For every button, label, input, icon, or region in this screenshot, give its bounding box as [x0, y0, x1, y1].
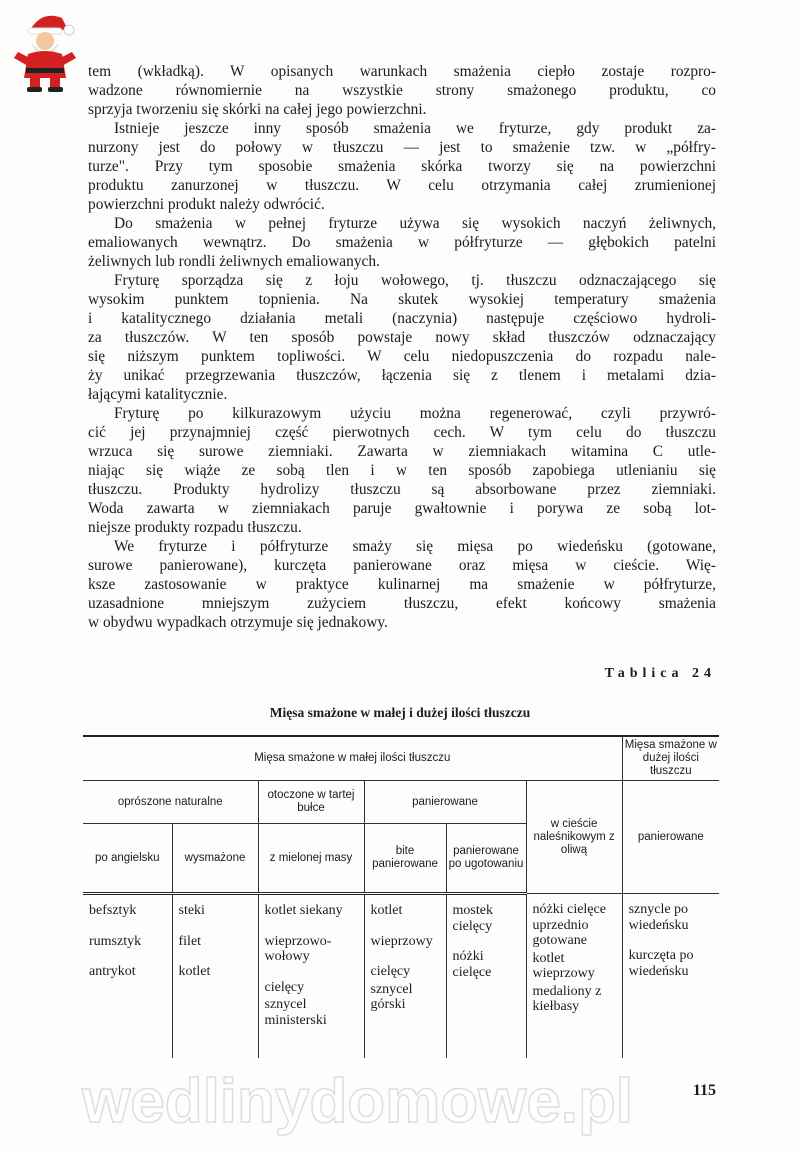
dish-name: rumsztyk — [89, 933, 142, 949]
page-number: 115 — [692, 1082, 716, 1099]
dish-name: sznycel górski — [370, 981, 413, 1012]
dish-name: nóżki cielęce — [452, 949, 492, 980]
dish-name: kurczęta po wiedeńsku — [628, 948, 694, 979]
dish-name: kotlet — [370, 903, 403, 918]
table-cell — [172, 894, 258, 1058]
table-cell — [83, 894, 172, 1058]
paragraph — [88, 537, 716, 632]
text-line: tem (wkładką). W opisanych warunkach smażenia ciepło zostaje rozpro- — [88, 63, 716, 80]
text-line: ksze zastosowanie w praktyce kulinarnej ma smażenie w półfryturze, — [88, 576, 716, 593]
header-panierowane: panierowane — [364, 781, 526, 824]
table-cell — [446, 894, 526, 1058]
text-line: w obydwu wypadkach otrzymuje się jednakowy. — [88, 614, 388, 631]
text-line: Fryturę sporządza się z łoju wołowego, tj. tłuszczu odznaczającego się — [114, 272, 716, 289]
text-line: żeliwnych lub rondli żeliwnych emaliowanych. — [88, 253, 380, 270]
dish-name: kotlet wieprzowy — [532, 950, 595, 981]
text-line: Istnieje jeszcze inny sposób smażenia we fryturze, gdy produkt za- — [114, 120, 716, 137]
text-line: Fryturę po kilkurazowym użyciu można regenerować, czyli przywró- — [114, 405, 716, 422]
dish-name: kotlet — [178, 964, 211, 979]
header-oproszone: oprószone naturalne — [83, 781, 258, 824]
paragraph — [88, 214, 716, 271]
dish-name: steki — [178, 903, 205, 918]
table-cell — [622, 894, 719, 1058]
text-line: ży unikać przegrzewania tłuszczów, łączenia się z tlenem i metalami dzia- — [88, 367, 716, 384]
header-panierowane-large: panierowane — [622, 781, 719, 894]
dish-name: sznycle po wiedeńsku — [628, 902, 689, 933]
dish-name: antrykot — [89, 964, 136, 979]
paragraph — [88, 119, 716, 214]
text-line: tłuszczu. Produkty hydrolizy tłuszczu są absorbowane przez ziemniaki. — [88, 481, 716, 498]
text-line: surowe panierowane), kurczęta panierowane oraz mięsa w cieście. Wię- — [88, 557, 716, 574]
text-line: nurzony jest do połowy w tłuszczu — jest to smażenie tzw. w „półfry- — [88, 139, 716, 156]
table-caption: Mięsa smażone w małej i dużej ilości tłuszczu — [269, 705, 531, 720]
text-line: cić jej przynajmniej część pierwotnych cech. W tym celu do tłuszczu — [88, 424, 716, 441]
text-line: się niższym punktem topliwości. W celu niedopuszczenia do rozpadu nale- — [88, 348, 716, 365]
dish-name: medaliony z kiełbasy — [532, 983, 602, 1014]
table-cell — [364, 894, 446, 1058]
text-line: niając się wiąże ze sobą tlen i w ten sposób zapobiega utlenianiu się — [88, 462, 716, 479]
body-text — [88, 62, 716, 632]
text-line: Do smażenia w pełnej fryturze używa się wysokich naczyń żeliwnych, — [114, 215, 716, 232]
dish-name: sznycel ministerski — [264, 997, 327, 1028]
paragraph — [88, 404, 716, 537]
text-line: produktu zanurzonej w tłuszczu. W celu otrzymania całej zrumienionej — [88, 177, 716, 194]
dish-name: wieprzowy — [370, 933, 433, 949]
dish-name: befsztyk — [89, 903, 137, 918]
paragraph — [88, 62, 716, 119]
santa-claus-icon — [12, 8, 78, 94]
text-line: za tłuszczów. W ten sposób powstaje nowy skład tłuszczów odznaczający — [88, 329, 716, 346]
header-small-fat: Mięsa smażone w małej ilości tłuszczu — [83, 736, 622, 781]
header-large-fat: Mięsa smażone w dużej ilości tłuszczu — [622, 736, 719, 781]
header-w-ciescie: w cieście naleśnikowym z oliwą — [526, 781, 622, 894]
meat-frying-table — [83, 735, 719, 1058]
table-cell — [526, 894, 622, 1058]
text-line: łającymi katalitycznie. — [88, 386, 228, 403]
table-row — [83, 894, 719, 1058]
dish-name: filet — [178, 933, 202, 949]
text-line: wadzone równomiernie na wszystkie strony smażonego produktu, co — [88, 82, 716, 99]
dish-name: kotlet siekany — [264, 903, 343, 918]
dish-name: cielęcy — [264, 979, 305, 995]
text-line: We fryturze i półfryturze smaży się mięsa po wiedeńsku (gotowane, — [114, 538, 716, 555]
header-wysmazone: wysmażone — [172, 824, 258, 894]
text-line: wysokim punktem topnienia. Na skutek wysokiej temperatury smażenia — [88, 291, 716, 308]
header-po-angielsku: po angielsku — [83, 824, 172, 894]
text-line: turze". Przy tym sposobie smażenia skórka tworzy się na powierzchni — [88, 158, 716, 175]
text-line: emaliowanych wewnątrz. Do smażenia w półfryturze — głębokich patelni — [88, 234, 716, 251]
dish-name: cielęcy — [370, 964, 411, 979]
watermark: wedlinydomowe.pl — [82, 1067, 634, 1136]
dish-name: wieprzowo-wołowy — [264, 933, 332, 964]
table-number: Tablica 24 — [604, 666, 716, 681]
header-bite: bite panierowane — [364, 824, 446, 894]
table-cell — [258, 894, 364, 1058]
header-otoczone: otoczone w tartej bułce — [258, 781, 364, 824]
dish-name: nóżki cielęce uprzednio gotowane — [532, 902, 606, 948]
paragraph — [88, 271, 716, 404]
dish-name: mostek cielęcy — [452, 903, 493, 934]
text-line: wrzuca się surowe ziemniaki. Zawarta w ziemniakach witamina C utle- — [88, 443, 716, 460]
text-line: uzasadnione mniejszym zużyciem tłuszczu, efekt końcowy smażenia — [88, 595, 716, 612]
text-line: niejsze produkty rozpadu tłuszczu. — [88, 519, 302, 536]
header-z-mielonej: z mielonej masy — [258, 824, 364, 894]
header-po-ugotowaniu: panierowane po ugotowaniu — [446, 824, 526, 894]
text-line: i katalitycznego działania metali (naczynia) następuje częściowo hydroli- — [88, 310, 716, 327]
text-line: powierzchni produkt należy odwrócić. — [88, 196, 325, 213]
text-line: sprzyja tworzeniu się skórki na całej jego powierzchni. — [88, 101, 427, 118]
text-line: Woda zawarta w ziemniakach paruje gwałtownie i porywa ze sobą lot- — [88, 500, 716, 517]
